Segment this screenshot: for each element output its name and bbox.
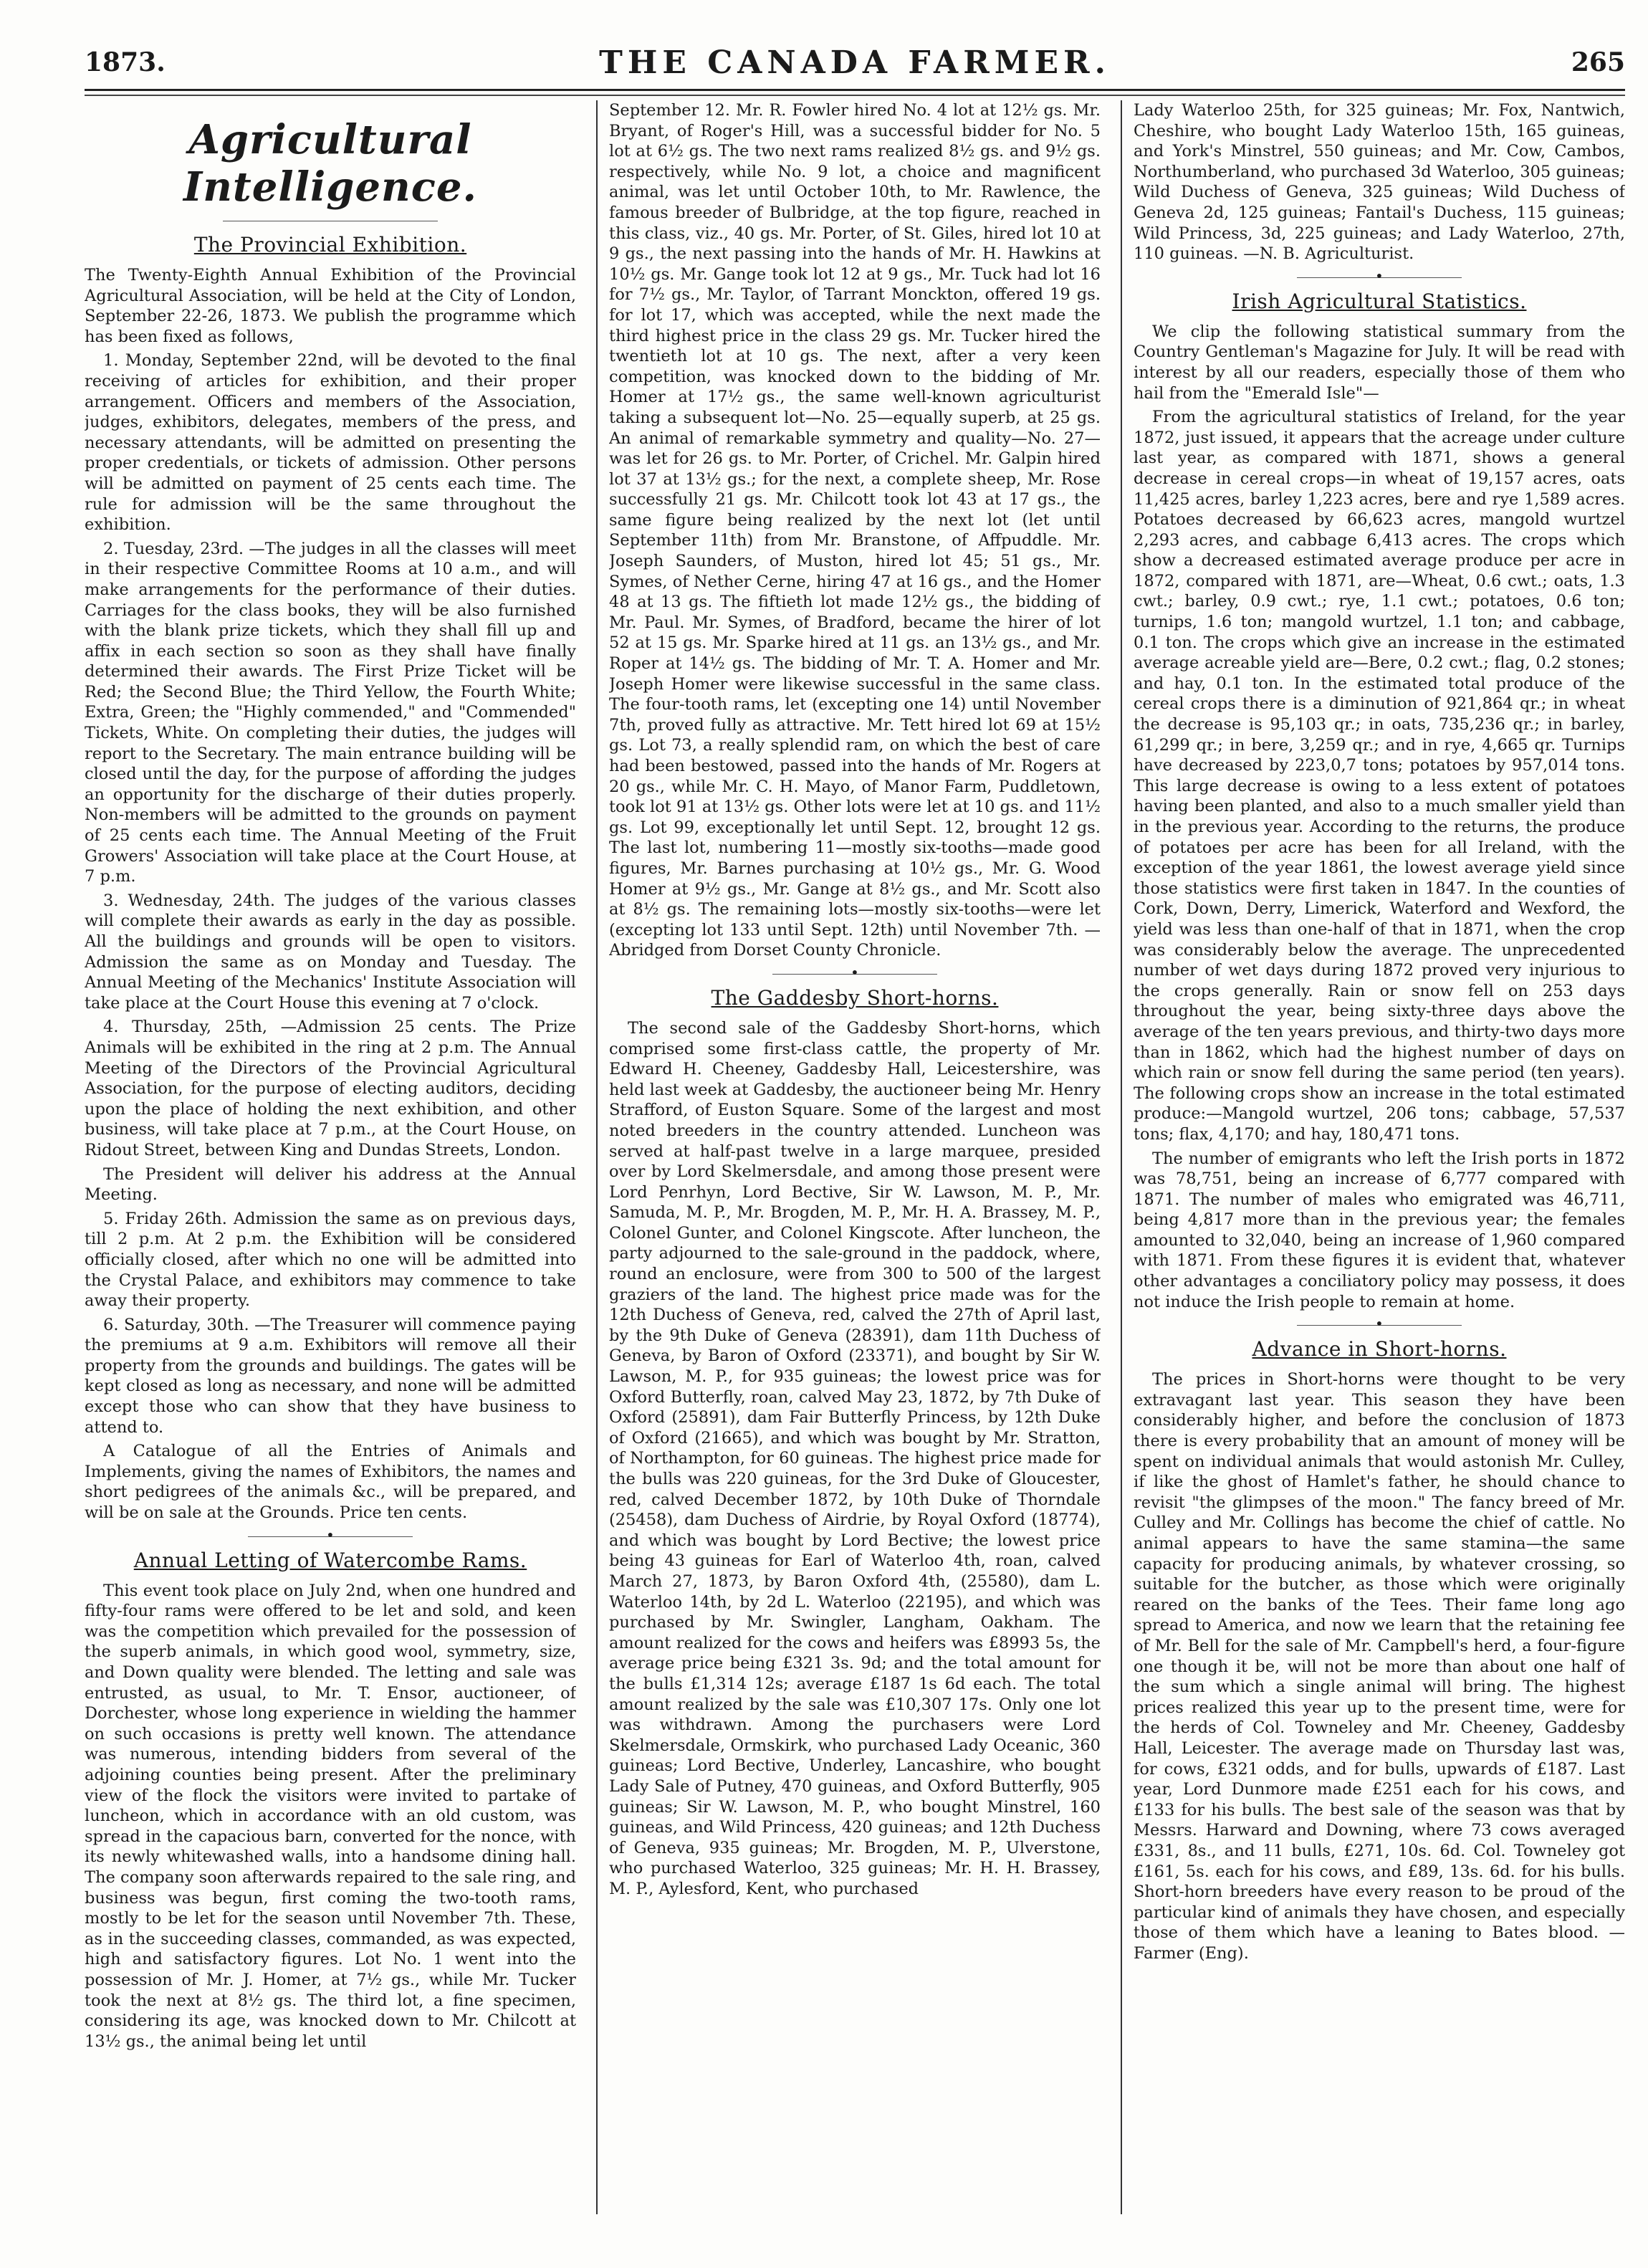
article-paragraph: From the agricultural statistics of Ireland, for the year 1872, just issued, it appears that the acreage under culture last year, as compared with 1871, shows a general decrease in cereal crops—in wheat of 19,157 acres, oats 11,425 acres, barley 1,223 acres, bere and rye 1,589 acres. Potatoes decreased by 66,623 acres, mangold wurtzel 2,293 acres, and cabbage 6,413 acres. The crops which show a decreased estimated average produce per acre in 1872, compared with 1871, are—Wheat, 0.6 cwt.; oats, 1.3 cwt.; barley, 0.9 cwt.; rye, 1.1 cwt.; potatoes, 0.6 ton; turnips, 1.6 ton; mangold wurtzel, 1.1 ton; and cabbage, 0.1 ton. The crops which give an increase in the estimated average acreable yield are—Bere, 0.2 cwt.; flag, 0.2 stones; and hay, 0.1 ton. In the estimated total produce of the cereal crops there is a diminution of 921,864 qr.; in wheat the decrease is 95,103 qr.; in oats, 735,236 qr.; in barley, 61,299 qr.; in bere, 3,259 qr.; and in rye, 4,665 qr. Turnips have decreased by 223,0,7 tons; potatoes by 957,014 tons. This large decrease is owing to a less extent of potatoes having been planted, and also to a much smaller yield than in the previous year. According to the returns, the produce of potatoes per acre has been for all Ireland, with the exception of the year 1861, the lowest average yield since those statistics were first taken in 1847. In the counties of Cork, Down, Derry, Limerick, Waterford and Wexford, the yield was less than one-half of that in 1871, when the crop was considerably below the average. The unprecedented number of wet days during 1872 proved very injurious to the crops generally. Rain or snow fell on 253 days throughout the year, being sixty-three days above the average of the ten years previous, and thirty-two days more than in 1862, which had the highest number of days on which rain or snow fell during the same period (ten years). The following crops show an increase in the total estimated produce:—Mangold wurtzel, 206 tons; cabbage, 57,537 tons; flax, 4,170; and hay, 180,471 tons. xyxy=(1134,408,1625,1144)
column-divider-2 xyxy=(1121,100,1122,2214)
article-paragraph: The number of emigrants who left the Irish ports in 1872 was 78,751, being an increase of 6,777 compared with 1871. The number of males who emigrated was 46,711, being 4,817 more than in the previous year; the females amounted to 32,040, being an increase of 1,960 compared with 1871. From these figures it is evident that, whatever other advantages a conciliatory policy may possess, it does not induce the Irish people to remain at home. xyxy=(1134,1149,1625,1311)
article-paragraph: 4. Thursday, 25th, —Admission 25 cents. The Prize Animals will be exhibited in the ring at 2 p.m. The Annual Meeting of the Directors of the Provincial Agricultural Association, for the purpose of electing auditors, deciding upon the place of holding the next exhibition, and other business, will take place at 7 p.m., at the Court House, on Ridout Street, between King and Dundas Streets, London. xyxy=(85,1018,576,1159)
newspaper-title: THE CANADA FARMER. xyxy=(599,44,1111,81)
article-paragraph: The Twenty-Eighth Annual Exhibition of the Provincial Agricultural Association, will be held at the City of London, September 22-26, 1873. We publish the programme which has been fixed as follows, xyxy=(85,266,576,346)
section-separator xyxy=(1297,1325,1462,1326)
masthead-rule-thin xyxy=(85,95,1625,96)
article-paragraph: 5. Friday 26th. Admission the same as on previous days, till 2 p.m. At 2 p.m. the Exhibition will be considered officially closed, after which no one will be admitted into the Crystal Palace, and exhibitors may commence to take away their property. xyxy=(85,1209,576,1311)
article-paragraph: This event took place on July 2nd, when one hundred and fifty-four rams were offered to be let and sold, and keen was the competition which prevailed for the possession of the superb animals, in which good wool, symmetry, size, and Down quality were blended. The letting and sale was entrusted, as usual, to Mr. T. Ensor, auctioneer, of Dorchester, whose long experience in wielding the hammer on such occasions is pretty well known. The attendance was numerous, intending bidders from several of the adjoining counties being present. After the preliminary view of the flock the visitors were invited to partake of luncheon, which in accordance with an old custom, was spread in the capacious barn, converted for the nonce, with its newly whitewashed walls, into a handsome dining hall. The company soon afterwards repaired to the sale ring, and business was begun, first coming the two-tooth rams, mostly to be let for the season until November 7th. These, as in the succeeding classes, commanded, as was expected, high and satisfactory figures. Lot No. 1 went into the possession of Mr. J. Homer, at 7½ gs., while Mr. Tucker took the next at 8½ gs. The third lot, a fine specimen, considering its age, was knocked down to Mr. Chilcott at 13½ gs., the animal being let until xyxy=(85,1581,576,2051)
article-title-advance-shorthorns: Advance in Short-horns. xyxy=(1252,1337,1507,1362)
column-3 xyxy=(1134,100,1625,2214)
masthead-year: 1873. xyxy=(85,47,166,77)
article-title-provincial-exhibition: The Provincial Exhibition. xyxy=(193,233,467,257)
article-paragraph: 6. Saturday, 30th. —The Treasurer will commence paying the premiums at 9 a.m. Exhibitors will remove all their property from the grounds and buildings. The gates will be kept closed as long as necessary, and none will be admitted except those who can show that they have business to attend to. xyxy=(85,1315,576,1437)
article-paragraph: The second sale of the Gaddesby Short-horns, which comprised some first-class cattle, the property of Mr. Edward H. Cheeney, Gaddesby Hall, Leicestershire, was held last week at Gaddesby, the auctioneer being Mr. Henry Strafford, of Euston Square. Some of the largest and most noted breeders in the country attended. Luncheon was served at half-past twelve in a large marquee, presided over by Lord Skelmersdale, and among those present were Lord Penrhyn, Lord Bective, Sir W. Lawson, M. P., Mr. Samuda, M. P., Mr. Brogden, M. P., Mr. H. A. Brassey, M. P., Colonel Gunter, and Colonel Kingscote. After luncheon, the party adjourned to the sale-ground in the paddock, where, round an enclosure, were from 300 to 500 of the largest graziers of the land. The highest price made was for the 12th Duchess of Geneva, red, calved the 27th of April last, by the 9th Duke of Geneva (28391), dam 11th Duchess of Geneva, by Baron of Oxford (23371), and bought by Sir W. Lawson, M. P., for 935 guineas; the lowest price was for Oxford Butterfly, roan, calved May 23, 1872, by 7th Duke of Oxford (25891), dam Fair Butterfly Princess, by 12th Duke of Oxford (21665), and which was bought by Mr. Stratton, of Northampton, for 60 guineas. The highest price made for the bulls was 220 guineas, for the 3rd Duke of Gloucester, red, calved December 1872, by 10th Duke of Thorndale (25458), dam Duchess of Airdrie, by Royal Oxford (18774), and which was bought by Lord Bective; the lowest price being 43 guineas for Earl of Waterloo 4th, roan, calved March 27, 1873, by Baron Oxford 4th, (25580), dam L. Waterloo 14th, by 2d L. Waterloo (22195), and which was purchased by Mr. Swingler, Langham, Oakham. The amount realized for the cows and heifers was £8993 5s, the average price being £321 3s. 9d; and the total amount for the bulls £1,314 12s; average £187 1s 6d each. The total amount realized by the sale was £10,307 17s. Only one lot was withdrawn. Among the purchasers were Lord Skelmersdale, Ormskirk, who purchased Lady Oceanic, 360 guineas; Lord Bective, Underley, Lancashire, who bought Lady Sale of Putney, 470 guineas, and Oxford Butterfly, 905 guineas; Sir W. Lawson, M. P., who bought Minstrel, 160 guineas, and Wild Princess, 420 guineas; and 12th Duchess of Geneva, 935 guineas; Mr. Brogden, M. P., Ulverstone, who purchased Waterloo, 325 guineas; Mr. H. H. Brassey, M. P., Aylesford, Kent, who purchased xyxy=(609,1018,1101,1898)
article-paragraph: 1. Monday, September 22nd, will be devoted to the final receiving of articles for exhibition, and their proper arrangement. Officers and members of the Association, judges, exhibitors, delegates, members of the press, and necessary attendants, will be admitted on presenting the proper credentials, or tickets of admission. Other persons will be admitted on payment of 25 cents each time. The rule for admission will be the same throughout the exhibition. xyxy=(85,351,576,535)
column-divider-1 xyxy=(596,100,598,2214)
article-paragraph: 2. Tuesday, 23rd. —The judges in all the classes will meet in their respective Committee Rooms at 10 a.m., and will make arrangements for the performance of their duties. Carriages for the class books, they will be also furnished with the blank prize tickets, which they shall fill up and affix in each section so soon as they shall have finally determined their awards. The First Prize Ticket will be Red; the Second Blue; the Third Yellow, the Fourth White; Extra, Green; the "Highly commended," and "Commended" Tickets, White. On completing their duties, the judges will report to the Secretary. The main entrance building will be closed until the day, for the purpose of affording the judges an opportunity for the discharge of their duties properly. Non-members will be admitted to the grounds on payment of 25 cents each time. The Annual Meeting of the Fruit Growers' Association will take place at the Court House, at 7 p.m. xyxy=(85,539,576,886)
article-paragraph: September 12. Mr. R. Fowler hired No. 4 lot at 12½ gs. Mr. Bryant, of Roger's Hill, was a successful bidder for No. 5 lot at 6½ gs. The two next rams realized 8½ gs. and 9½ gs. respectively, while No. 9 lot, a choice and magnificent animal, was let until October 10th, to Mr. Rawlence, the famous breeder of Bulbridge, at the top figure, reached in this class, viz., 40 gs. Mr. Porter, of St. Giles, hired lot 10 at 9 gs., the next passing into the hands of Mr. H. Hawkins at 10½ gs. Mr. Gange took lot 12 at 9 gs., Mr. Tuck had lot 16 for 7½ gs., Mr. Taylor, of Tarrant Monckton, offered 19 gs. for lot 17, which was accepted, while the next made the third highest price in the class 29 gs. Mr. Tucker hired the twentieth lot at 10 gs. The next, after a very keen competition, was knocked down to the bidding of Mr. Homer at 17½ gs., the same well-known agriculturist taking a subsequent lot—No. 25—equally superb, at 25 gs. An animal of remarkable symmetry and quality—No. 27—was let for 26 gs. to Mr. Porter, of Crichel. Mr. Galpin hired lot 37 at 13½ gs.; for the next, a complete sheep, Mr. Rose successfully 21 gs. Mr. Chilcott took lot 43 at 17 gs., the same figure being realized by the next lot (let until September 11th) from Mr. Branstone, of Affpuddle. Mr. Joseph Saunders, of Muston, hired lot 45; 51 gs., Mr. Symes, of Nether Cerne, hiring 47 at 16 gs., and the Homer 48 at 13 gs. The fiftieth lot made 12½ gs., the bidding of Mr. Paul. Mr. Symes, of Bradford, became the hirer of lot 52 at 15 gs. Mr. Sparke hired at 11 gs. an 13½ gs., and Mr. Roper at 14½ gs. The bidding of Mr. T. A. Homer and Mr. Joseph Homer were likewise successful in the same class. The four-tooth rams, let (excepting one 14) until November 7th, proved fully as attractive. Mr. Tett hired lot 69 at 15½ gs. Lot 73, a really splendid ram, on which the best of care had been bestowed, passed into the hands of Mr. Rogers at 20 gs., while Mr. C. H. Mayo, of Manor Farm, Puddletown, took lot 91 at 13½ gs. Other lots were let at 10 gs. and 11½ gs. Lot 99, exceptionally let until Sept. 12, brought 12 gs. The last lot, numbering 11—mostly six-tooths—made good figures, Mr. Barnes purchasing at 10½ gs., Mr. G. Wood Homer at 9½ gs., Mr. Gange at 8½ gs., and Mr. Scott also at 8½ gs. The remaining lots—mostly six-tooths—were let (excepting lot 133 until Sept. 12th) until November 7th. —Abridged from Dorset County Chronicle. xyxy=(609,101,1101,960)
article-paragraph: The President will deliver his address at the Annual Meeting. xyxy=(85,1164,576,1205)
masthead-rule xyxy=(85,89,1625,91)
article-paragraph: A Catalogue of all the Entries of Animals and Implements, giving the names of Exhibitors, the names and short pedigrees of the animals &c., will be prepared, and will be on sale at the Grounds. Price ten cents. xyxy=(85,1442,576,1523)
article-paragraph: 3. Wednesday, 24th. The judges of the various classes will complete their awards as early in the day as possible. All the buildings and grounds will be open to visitors. Admission the same as on Monday and Tuesday. The Annual Meeting of the Mechanics' Institute Association will take place at the Court House this evening at 7 o'clock. xyxy=(85,891,576,1013)
article-paragraph: Lady Waterloo 25th, for 325 guineas; Mr. Fox, Nantwich, Cheshire, who bought Lady Waterloo 15th, 165 guineas, and York's Minstrel, 550 guineas; and Mr. Cow, Cambos, Northumberland, who purchased 3d Waterloo, 305 guineas; Wild Duchess of Geneva, 325 guineas; Wild Duchess of Geneva 2d, 125 guineas; Fantail's Duchess, 115 guineas; Wild Princess, 3d, 225 guineas; and Lady Waterloo, 27th, 110 guineas. —N. B. Agriculturist. xyxy=(1134,101,1625,264)
section-separator xyxy=(772,974,937,975)
page-number: 265 xyxy=(1571,47,1625,77)
column-2 xyxy=(609,100,1101,2214)
article-title-watercombe-rams: Annual Letting of Watercombe Rams. xyxy=(133,1548,527,1572)
article-paragraph: The prices in Short-horns were thought to be very extravagant last year. This season they have been considerably higher, and before the conclusion of 1873 there is every probability that an amount of money will be spent on individual animals that would astonish Mr. Culley, if like the ghost of Hamlet's father, he should chance to revisit "the glimpses of the moon." The fancy breed of Mr. Culley and Mr. Collings has become the chief of cattle. No animal appears to have the same stamina—the same capacity for producing animals, by whatever crossing, so suitable for the butcher, as those which were originally reared on the banks of the Tees. Their fame long ago spread to America, and now we learn that the retaining fee of Mr. Bell for the sale of Mr. Campbell's herd, a four-figure one though it be, will not be more than about one half of the sum which a single animal will bring. The highest prices realized this year up to the present time, were for the herds of Col. Towneley and Mr. Cheeney, Gaddesby Hall, Leicester. The average made on Thursday last was, for cows, £321 odds, and for bulls, upwards of £187. Last year, Lord Dunmore made £251 each for his cows, and £133 for his bulls. The best sale of the season was that by Messrs. Harward and Downing, where 73 cows averaged £331, 8s., and 11 bulls, £271, 10s. 6d. Col. Towneley got £161, 5s. each for his cows, and £89, 13s. 6d. for his bulls. Short-horn breeders have every reason to be proud of the particular kind of animals they have chosen, and especially those of them which have a leaning to Bates blood. —Farmer (Eng). xyxy=(1134,1370,1625,1963)
section-separator xyxy=(1297,277,1462,278)
article-title-gaddesby-shorthorns: The Gaddesby Short-horns. xyxy=(711,985,999,1010)
article-title-irish-statistics: Irish Agricultural Statistics. xyxy=(1232,289,1527,313)
column-1 xyxy=(85,100,576,2214)
masthead xyxy=(85,44,1625,82)
article-paragraph: We clip the following statistical summary from the Country Gentleman's Magazine for July. It will be read with interest by all our readers, especially those of them who hail from the "Emerald Isle"— xyxy=(1134,322,1625,403)
page-heading: Agricultural Intelligence. xyxy=(183,116,477,211)
section-separator xyxy=(248,1536,413,1537)
